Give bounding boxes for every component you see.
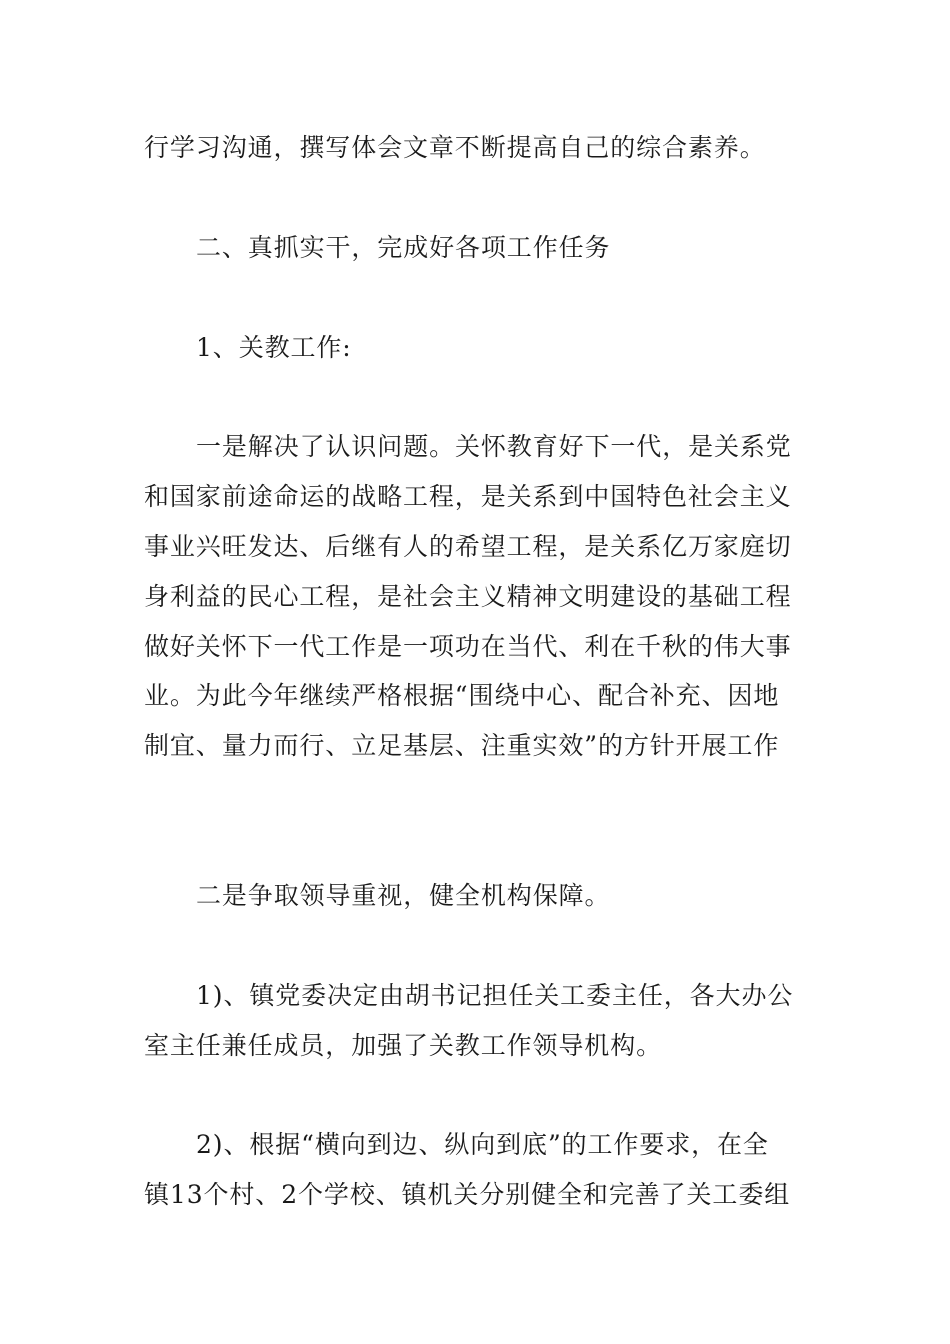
body-text-line: 业。为此今年继续严格根据“围绕中心、配合补充、因地: [144, 681, 780, 710]
body-text-line: 2)、根据“横向到边、纵向到底”的工作要求，在全: [196, 1130, 769, 1159]
body-text-line: 事业兴旺发达、后继有人的希望工程，是关系亿万家庭切: [144, 532, 792, 561]
body-text-line: 行学习沟通，撰写体会文章不断提高自己的综合素养。: [144, 133, 766, 162]
body-text-line: 制宜、量力而行、立足基层、注重实效”的方针开展工作: [144, 731, 780, 760]
body-text-line: 一是解决了认识问题。关怀教育好下一代，是关系党: [196, 432, 792, 461]
body-text-line: 室主任兼任成员，加强了关教工作领导机构。: [144, 1031, 663, 1060]
body-text-line: 1)、镇党委决定由胡书记担任关工委主任，各大办公: [196, 981, 794, 1010]
body-text-line: 和国家前途命运的战略工程，是关系到中国特色社会主义: [144, 482, 792, 511]
body-text-line: 镇13个村、2个学校、镇机关分别健全和完善了关工委组: [144, 1180, 791, 1209]
body-text-line: 二是争取领导重视，健全机构保障。: [196, 881, 611, 910]
body-text-line: 做好关怀下一代工作是一项功在当代、利在千秋的伟大事: [144, 632, 792, 661]
subsection-heading: 1、关教工作:: [196, 333, 352, 362]
body-text-line: 身利益的民心工程，是社会主义精神文明建设的基础工程: [144, 582, 792, 611]
section-heading: 二、真抓实干，完成好各项工作任务: [196, 233, 611, 262]
